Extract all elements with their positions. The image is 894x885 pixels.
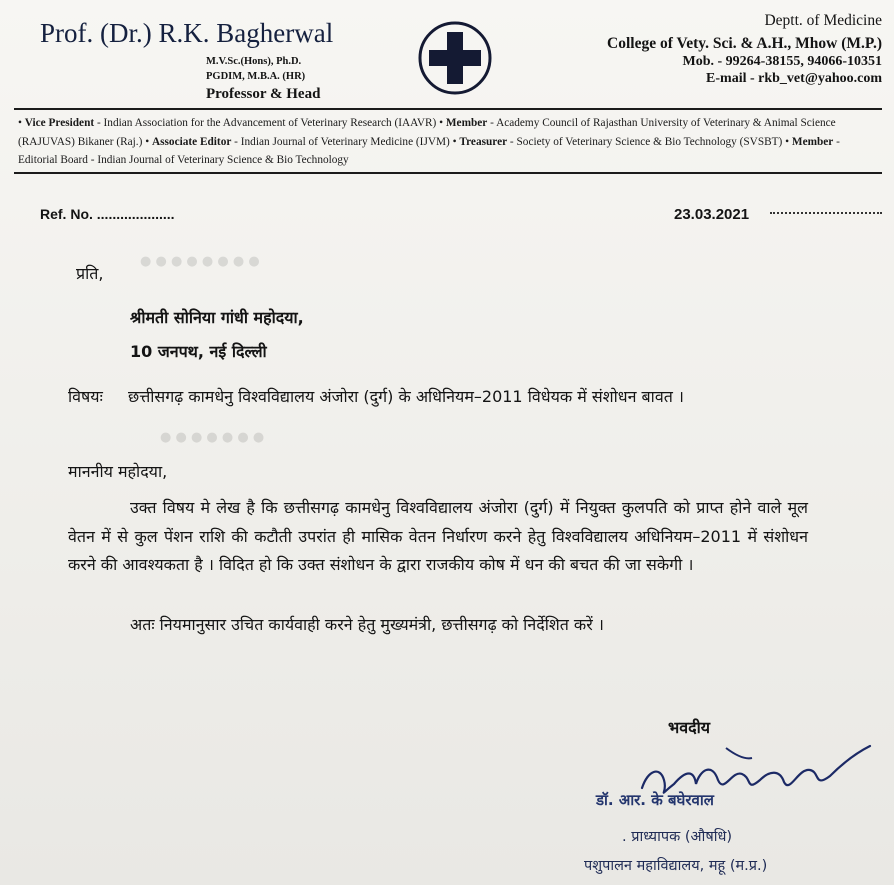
qualifications-line-2: PGDIM, M.B.A. (HR)	[206, 71, 306, 82]
recipient-name: श्रीमती सोनिया गांधी महोदया,	[130, 308, 304, 327]
letterhead-designation: Professor & Head	[206, 86, 321, 102]
affiliation-bullet: •	[785, 135, 792, 148]
affiliation-item	[145, 136, 452, 148]
affiliation-title: Member	[791, 135, 834, 148]
bleed-through-text: ● ● ● ● ● ● ● ●	[140, 254, 260, 269]
signatory-designation-stamp: . प्राध्यापक (औषधि)	[622, 829, 733, 845]
date-dotted-line	[770, 212, 882, 214]
affiliation-text: - Indian Association for the Advancement of Veterinary Research (IAAVR)	[94, 117, 440, 129]
header-divider-bottom	[14, 172, 882, 174]
affiliation-text: - Indian Journal of Veterinary Medicine (IJVM)	[231, 135, 453, 148]
bleed-through-text: ● ● ● ● ● ● ●	[160, 430, 265, 445]
letter-date: 23.03.2021	[674, 206, 750, 223]
affiliations-block	[18, 114, 882, 170]
affiliation-title: Associate Editor	[151, 135, 232, 148]
body-paragraph-2: अतः नियमानुसार उचित कार्यवाही करने हेतु मुख्यमंत्री, छत्तीसगढ़ को निर्देशित करें ।	[130, 615, 604, 634]
affiliation-title: Vice President	[24, 117, 95, 129]
affiliation-text: - Editorial Board - Indian Journal of Veterinary Science & Bio Technology	[18, 135, 840, 166]
qualifications-line-1: M.V.Sc.(Hons), Ph.D.	[206, 56, 302, 67]
affiliation-text: - Society of Veterinary Science & Bio Technology (SVSBT)	[507, 135, 786, 148]
recipient-address: 10 जनपथ, नई दिल्ली	[130, 342, 267, 361]
affiliation-title: Member	[445, 117, 488, 129]
affiliation-bullet: •	[439, 117, 446, 129]
affiliation-item	[18, 117, 439, 129]
subject-line	[68, 384, 800, 410]
reference-number: Ref. No. ....................	[40, 206, 175, 222]
affiliation-bullet: •	[452, 135, 460, 148]
subject-text: छत्तीसगढ़ कामधेनु विश्वविद्यालय अंजोरा (दुर्ग) के अधिनियम–2011 विधेयक में संशोधन बावत ।	[128, 387, 684, 406]
subject-label: विषयः	[68, 387, 103, 406]
header-divider-top	[14, 108, 882, 110]
signatory-institution-stamp: पशुपालन महाविद्यालय, महू (म.प्र.)	[584, 858, 768, 874]
salutation: माननीय महोदया,	[68, 462, 168, 481]
signatory-name-stamp: डॉ. आर. के बघेरवाल	[596, 791, 714, 809]
affiliation-bullet: •	[18, 117, 25, 129]
letterhead-name: Prof. (Dr.) R.K. Bagherwal	[40, 18, 334, 48]
affiliation-title: Treasurer	[459, 135, 508, 148]
affiliation-text: - Academy Council of Rajasthan University of Veterinary & Animal Science (RAJUVAS) Bikaner (Raj.)	[18, 117, 836, 148]
department: Deptt. of Medicine	[764, 12, 882, 29]
red-cross-emblem-icon	[417, 20, 493, 96]
affiliation-bullet: •	[145, 135, 152, 148]
closing-bhavdiya: भवदीय	[668, 718, 711, 737]
email-address: E-mail - rkb_vet@yahoo.com	[706, 71, 882, 86]
affiliation-item	[453, 136, 786, 148]
college-name: College of Vety. Sci. & A.H., Mhow (M.P.)	[607, 35, 882, 52]
mobile-numbers: Mob. - 99264-38155, 94066-10351	[682, 54, 882, 69]
body-paragraph-1: उक्त विषय मे लेख है कि छत्तीसगढ़ कामधेनु विश्वविद्यालय अंजोरा (दुर्ग) में नियुक्त कुलपति को प्राप्त होने वाले मूल वेतन में से कुल पेंशन राशि की कटौती उपरांत ही मासिक वेतन निर्धारण करने हेतु विश्वविद्यालय अधिनियम–2011 में संशोधन करने की आवश्यकता है । विदित हो कि उक्त संशोधन के द्वारा राजकीय कोष में धन की बचत की जा सकेगी ।	[68, 498, 808, 574]
prati-label: प्रति,	[76, 264, 104, 283]
